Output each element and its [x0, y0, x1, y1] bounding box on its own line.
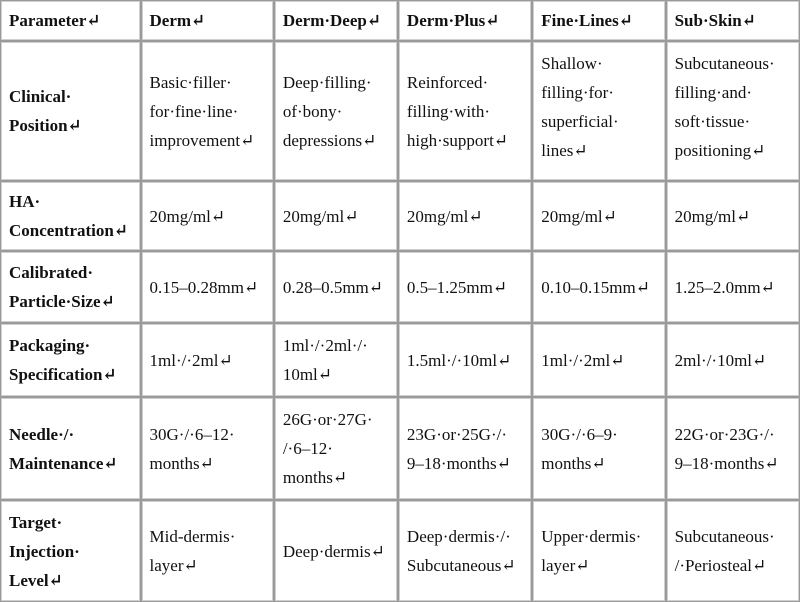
header-cell-derm-deep: Derm·Deep↵: [274, 0, 398, 41]
table-cell: 30G·/·6–12· months↵: [141, 397, 274, 500]
table-cell: Subcutaneous· filling·and· soft·tissue· positioning↵: [666, 41, 800, 181]
row-label: Needle·/· Maintenance↵: [0, 397, 141, 500]
header-cell-derm: Derm↵: [141, 0, 274, 41]
table-cell: 1ml·/·2ml↵: [141, 323, 274, 397]
table-cell: 20mg/ml↵: [274, 181, 398, 251]
table-cell: 20mg/ml↵: [141, 181, 274, 251]
table-cell: Deep·dermis↵: [274, 500, 398, 602]
table-cell: 20mg/ml↵: [666, 181, 800, 251]
table-cell: 26G·or·27G· /·6–12· months↵: [274, 397, 398, 500]
table-cell: 0.15–0.28mm↵: [141, 251, 274, 323]
table-row-clinical-position: [0, 41, 800, 181]
table-cell: 23G·or·25G·/· 9–18·months↵: [398, 397, 532, 500]
table-cell: 20mg/ml↵: [532, 181, 665, 251]
table-cell: 20mg/ml↵: [398, 181, 532, 251]
table-cell: 22G·or·23G·/· 9–18·months↵: [666, 397, 800, 500]
table-cell: Shallow· filling·for· superficial· lines↵: [532, 41, 665, 181]
table-cell: 2ml·/·10ml↵: [666, 323, 800, 397]
table-cell: 30G·/·6–9· months↵: [532, 397, 665, 500]
table-cell: 0.5–1.25mm↵: [398, 251, 532, 323]
table-cell: 1.25–2.0mm↵: [666, 251, 800, 323]
header-cell-fine-lines: Fine·Lines↵: [532, 0, 665, 41]
table-cell: Upper·dermis· layer↵: [532, 500, 665, 602]
header-cell-derm-plus: Derm·Plus↵: [398, 0, 532, 41]
table-cell: Reinforced· filling·with· high·support↵: [398, 41, 532, 181]
table-cell: Subcutaneous· /·Periosteal↵: [666, 500, 800, 602]
table-row-particle-size: [0, 251, 800, 323]
table-cell: Basic·filler· for·fine·line· improvement↵: [141, 41, 274, 181]
row-label: Calibrated· Particle·Size↵: [0, 251, 141, 323]
row-label: Packaging· Specification↵: [0, 323, 141, 397]
table-row-needle-maintenance: [0, 397, 800, 500]
header-cell-sub-skin: Sub·Skin↵: [666, 0, 800, 41]
header-cell-parameter: Parameter↵: [0, 0, 141, 41]
table-row-ha-concentration: [0, 181, 800, 251]
table-cell: 1ml·/·2ml↵: [532, 323, 665, 397]
table-cell: Mid-dermis· layer↵: [141, 500, 274, 602]
row-label: HA· Concentration↵: [0, 181, 141, 251]
table-cell: 1.5ml·/·10ml↵: [398, 323, 532, 397]
table-cell: 1ml·/·2ml·/· 10ml↵: [274, 323, 398, 397]
row-label: Clinical· Position↵: [0, 41, 141, 181]
table-cell: Deep·filling· of·bony· depressions↵: [274, 41, 398, 181]
table-cell: Deep·dermis·/· Subcutaneous↵: [398, 500, 532, 602]
table-cell: 0.28–0.5mm↵: [274, 251, 398, 323]
table-header-row: [0, 0, 800, 41]
table-row-injection-level: [0, 500, 800, 602]
row-label: Target· Injection· Level↵: [0, 500, 141, 602]
table-row-packaging: [0, 323, 800, 397]
table-cell: 0.10–0.15mm↵: [532, 251, 665, 323]
